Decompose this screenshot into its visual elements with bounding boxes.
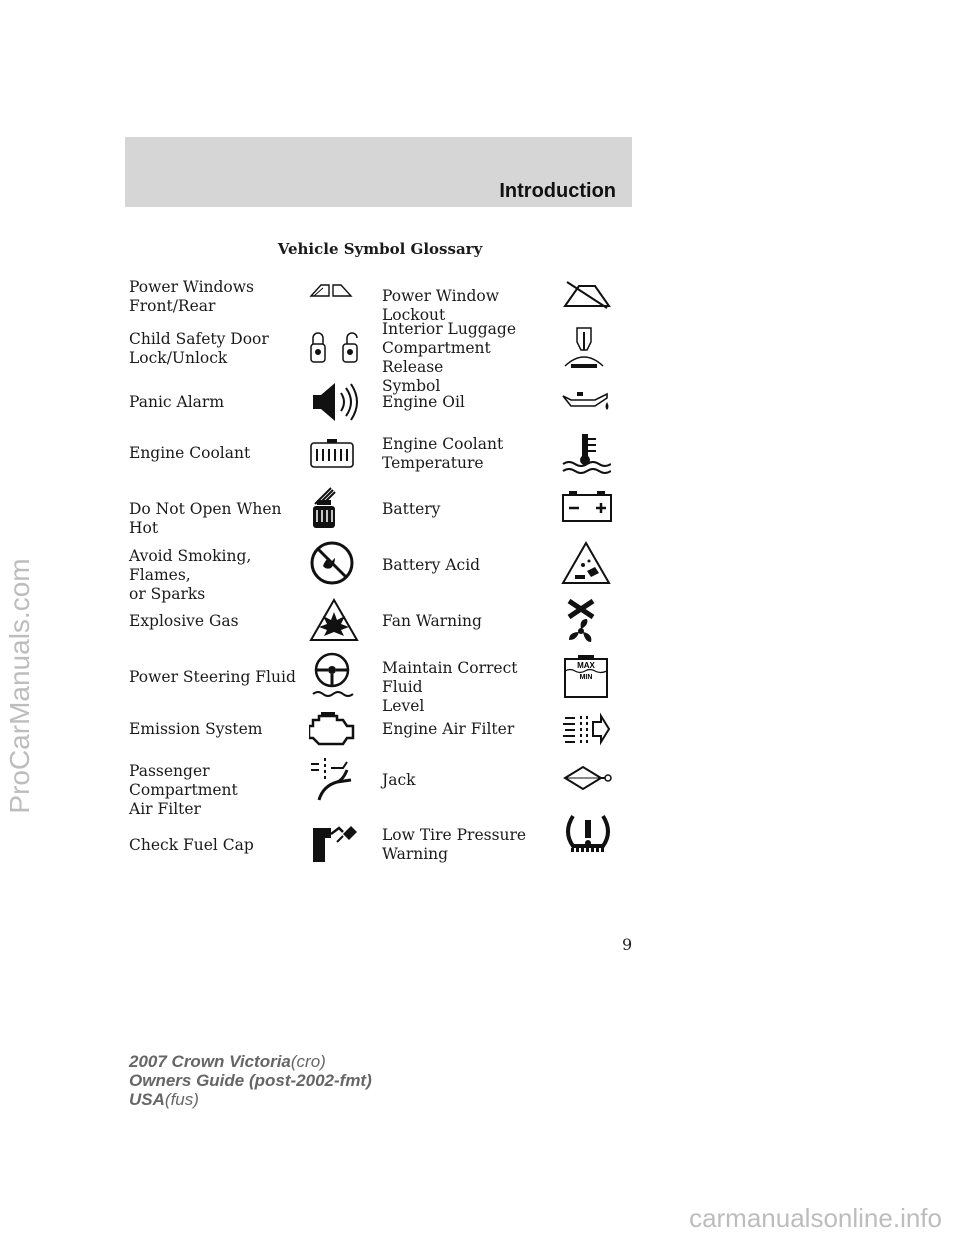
engine-oil-icon xyxy=(561,388,613,414)
coolant-temperature-icon xyxy=(561,432,611,474)
label-emission-system: Emission System xyxy=(129,720,263,738)
section-header xyxy=(125,137,632,207)
label-panic-alarm: Panic Alarm xyxy=(129,393,225,411)
emission-system-icon xyxy=(309,710,355,748)
engine-coolant-icon xyxy=(309,437,355,469)
cabin-filter-icon xyxy=(309,756,359,804)
label-fluid-level: Maintain Correct Fluid Level xyxy=(382,659,518,715)
footer-market-code: (fus) xyxy=(164,1090,199,1109)
bottom-watermark: carmanualsonline.info xyxy=(689,1203,942,1233)
fan-warning-icon xyxy=(561,595,601,643)
label-power-windows: Power Windows Front/Rear xyxy=(129,278,254,315)
power-steering-icon xyxy=(309,652,355,700)
label-trunk-release: Interior Luggage Compartment Release Symbol xyxy=(382,320,516,395)
child-lock-icon xyxy=(309,330,363,366)
label-explosive-gas: Explosive Gas xyxy=(129,612,239,630)
label-window-lockout: Power Window Lockout xyxy=(382,287,500,324)
label-battery: Battery xyxy=(382,500,441,518)
panic-alarm-icon xyxy=(309,381,359,423)
footer-model: 2007 Crown Victoria xyxy=(129,1052,291,1071)
vertical-watermark: ProCarManuals.com xyxy=(4,558,35,814)
label-coolant-temperature: Engine Coolant Temperature xyxy=(382,435,504,472)
section-title: Introduction xyxy=(499,180,616,202)
label-fuel-cap: Check Fuel Cap xyxy=(129,836,254,854)
battery-acid-icon xyxy=(561,541,611,585)
label-engine-coolant: Engine Coolant xyxy=(129,444,251,462)
label-fan-warning: Fan Warning xyxy=(382,612,482,630)
power-windows-icon xyxy=(309,282,353,298)
fluid-level-icon xyxy=(561,655,611,699)
no-smoking-icon xyxy=(309,540,355,586)
label-battery-acid: Battery Acid xyxy=(382,556,481,574)
air-filter-icon xyxy=(561,712,611,746)
label-cabin-filter: Passenger Compartment Air Filter xyxy=(129,762,238,818)
battery-icon xyxy=(561,489,613,523)
fuel-cap-icon xyxy=(309,820,359,866)
footer-model-code: (cro) xyxy=(290,1052,326,1071)
do-not-open-hot-icon xyxy=(309,484,339,530)
max-mark: MAX xyxy=(577,661,595,670)
label-child-lock: Child Safety Door Lock/Unlock xyxy=(129,330,269,367)
label-engine-oil: Engine Oil xyxy=(382,393,465,411)
footer-guide: Owners Guide (post-2002-fmt) xyxy=(129,1071,372,1090)
glossary-title: Vehicle Symbol Glossary xyxy=(277,240,483,258)
label-power-steering: Power Steering Fluid xyxy=(129,668,296,686)
jack-icon xyxy=(561,765,613,791)
explosive-gas-icon xyxy=(309,598,359,642)
trunk-release-icon xyxy=(561,326,607,372)
window-lockout-icon xyxy=(561,280,613,310)
tire-pressure-icon xyxy=(561,812,615,856)
footer xyxy=(129,1052,372,1109)
label-jack: Jack xyxy=(382,771,416,789)
label-air-filter: Engine Air Filter xyxy=(382,720,515,738)
min-mark: MIN xyxy=(579,674,593,681)
footer-market: USA xyxy=(129,1090,165,1109)
label-do-not-open-hot: Do Not Open When Hot xyxy=(129,500,282,537)
label-no-smoking: Avoid Smoking, Flames, or Sparks xyxy=(129,547,252,603)
page-number: 9 xyxy=(622,935,633,954)
label-tire-pressure: Low Tire Pressure Warning xyxy=(382,826,527,863)
